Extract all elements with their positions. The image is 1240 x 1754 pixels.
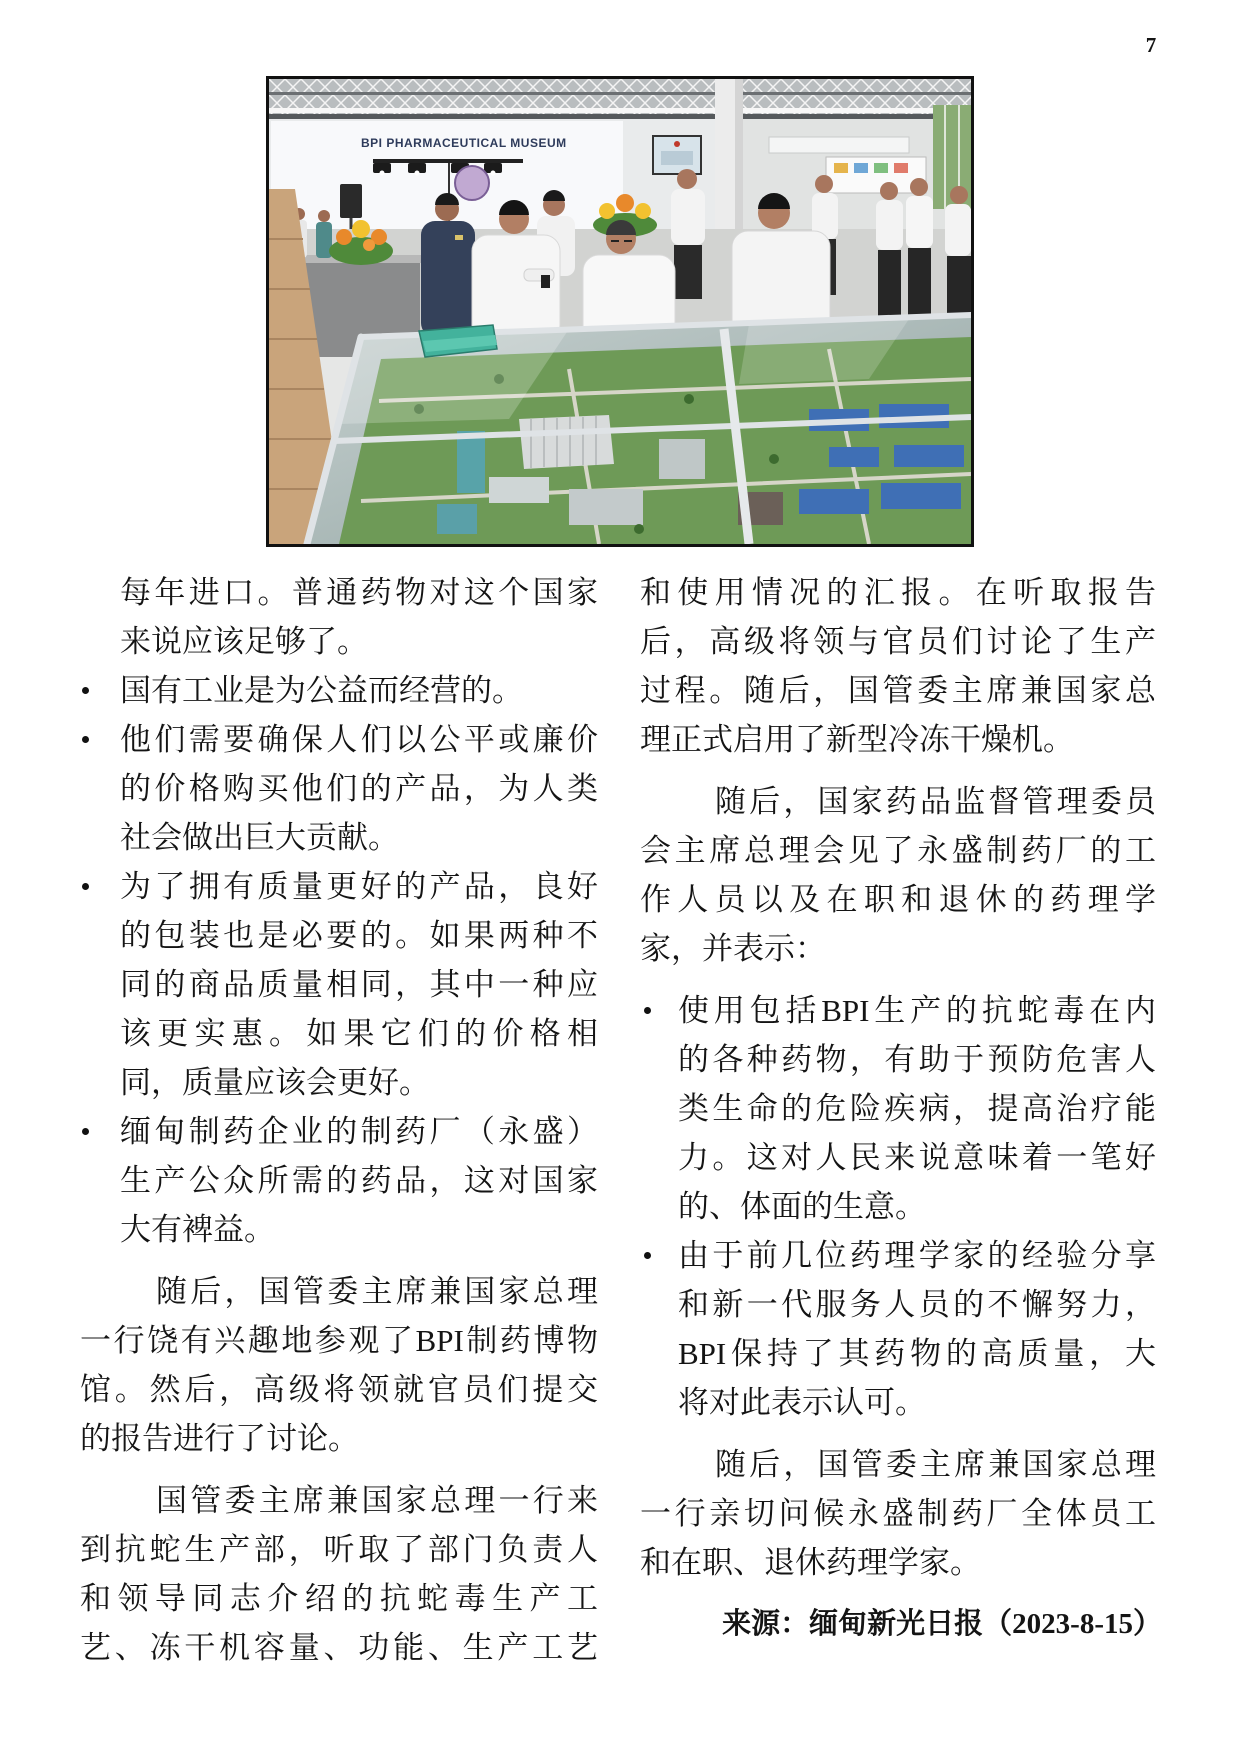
text-line: 国有工业是为公益而经营的。 — [120, 673, 523, 708]
text-line: 同，质量应该会更好。 — [120, 1065, 430, 1100]
text-line: 和在职、退休药理学家。 — [640, 1545, 981, 1580]
text-line: 的价格购买他们的产品，为人类 — [120, 771, 598, 806]
text-line: 他们需要确保人们以公平或廉价 — [120, 722, 598, 757]
paragraph — [80, 1476, 598, 1672]
bullet-marker — [82, 1128, 89, 1135]
text-line: 一行饶有兴趣地参观了BPI制药博物 — [80, 1323, 598, 1358]
text-line: 为了拥有质量更好的产品，良好 — [120, 869, 598, 904]
text-line: 将对此表示认可。 — [678, 1385, 926, 1420]
bullet-item — [80, 1107, 598, 1254]
text-line: 同的商品质量相同，其中一种应 — [120, 967, 598, 1002]
text-line: 的报告进行了讨论。 — [80, 1421, 359, 1456]
text-line: 一行亲切问候永盛制药厂全体员工 — [640, 1496, 1156, 1531]
text-line: 随后，国管委主席兼国家总理 — [156, 1274, 598, 1309]
text-line: 使用包括BPI生产的抗蛇毒在内 — [678, 993, 1156, 1028]
text-line: 过程。随后，国管委主席兼国家总 — [640, 673, 1156, 708]
bullet-marker — [644, 1252, 651, 1259]
text-line: 作人员以及在职和退休的药理学 — [640, 882, 1156, 917]
text-line: 会主席总理会见了永盛制药厂的工 — [640, 833, 1156, 868]
text-line: 大有裨益。 — [120, 1212, 275, 1247]
bullet-marker — [82, 687, 89, 694]
text-line: 理正式启用了新型冷冻干燥机。 — [640, 722, 1074, 757]
bullet-marker — [82, 736, 89, 743]
text-line: 随后，国家药品监督管理委员 — [715, 784, 1156, 819]
text-line: 和领导同志介绍的抗蛇毒生产工 — [80, 1581, 598, 1616]
text-line: 每年进口。普通药物对这个国家 — [120, 575, 598, 610]
bullet-item — [80, 862, 598, 1107]
text-line: 由于前几位药理学家的经验分享 — [678, 1238, 1156, 1273]
text-line: 后，高级将领与官员们讨论了生产 — [640, 624, 1156, 659]
bullet-item — [80, 715, 598, 862]
text-line: 艺、冻干机容量、功能、生产工艺 — [80, 1630, 598, 1665]
text-line: 来说应该足够了。 — [120, 624, 368, 659]
photo-illustration — [269, 79, 971, 544]
wall-screen — [653, 136, 701, 174]
text-line: 缅甸制药企业的制药厂（永盛） — [120, 1114, 598, 1149]
text-line: 家，并表示： — [640, 931, 826, 966]
text-line: 国管委主席兼国家总理一行来 — [156, 1483, 598, 1518]
text-line: 该更实惠。如果它们的价格相 — [120, 1016, 598, 1051]
text-line: 生产公众所需的药品，这对国家 — [120, 1163, 598, 1198]
text-line: 到抗蛇生产部，听取了部门负责人 — [80, 1532, 598, 1567]
bullet-item — [80, 666, 598, 715]
page-number: 7 — [1145, 33, 1157, 57]
text-line: 力。这对人民来说意味着一笔好 — [678, 1140, 1156, 1175]
text-line: 社会做出巨大贡献。 — [120, 820, 399, 855]
list-continuation — [80, 568, 598, 666]
bullet-marker — [82, 883, 89, 890]
bullet-item — [640, 1231, 1156, 1427]
paragraph-continuation — [640, 568, 1156, 764]
left-column — [80, 568, 598, 1672]
text-line: 和使用情况的汇报。在听取报告 — [640, 575, 1156, 610]
text-line: 随后，国管委主席兼国家总理 — [715, 1447, 1156, 1482]
text-line: 类生命的危险疾病，提高治疗能 — [678, 1091, 1156, 1126]
ceiling — [269, 79, 971, 119]
paragraph — [80, 1267, 598, 1463]
museum-sign: BPI PHARMACEUTICAL MUSEUM — [361, 136, 567, 150]
paragraph — [640, 777, 1156, 973]
right-column — [640, 568, 1156, 1587]
bullet-marker — [644, 1007, 651, 1014]
text-line: 的各种药物，有助于预防危害人 — [678, 1042, 1156, 1077]
text-line: BPI保持了其药物的高质量，大 — [678, 1336, 1156, 1371]
text-line: 馆。然后，高级将领就官员们提交 — [80, 1372, 598, 1407]
source-citation: 来源：缅甸新光日报（2023-8-15） — [722, 1608, 1162, 1640]
paragraph — [640, 1440, 1156, 1587]
text-line: 和新一代服务人员的不懈努力， — [678, 1287, 1156, 1322]
news-photo — [266, 76, 974, 547]
bullet-item — [640, 986, 1156, 1231]
text-line: 的包装也是必要的。如果两种不 — [120, 918, 598, 953]
text-line: 的、体面的生意。 — [678, 1189, 926, 1224]
